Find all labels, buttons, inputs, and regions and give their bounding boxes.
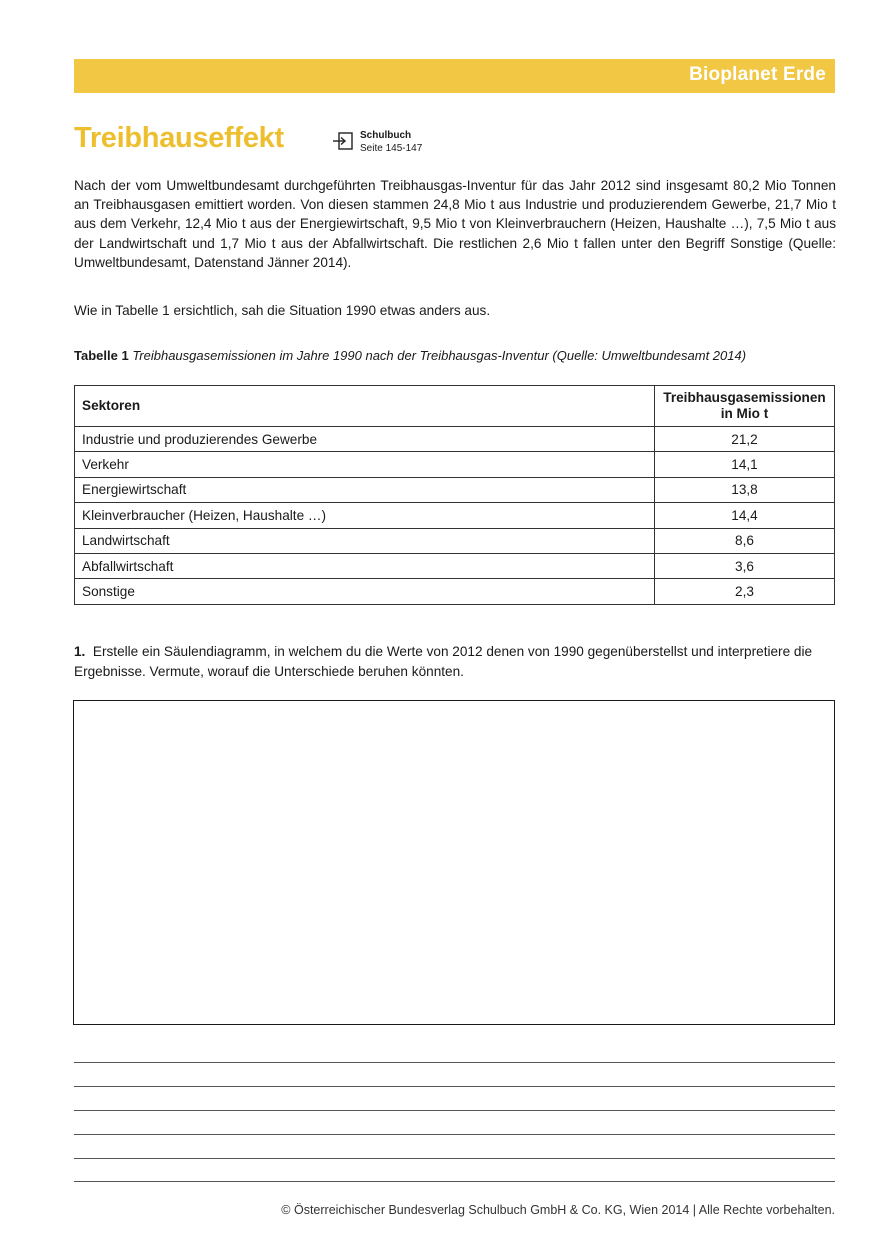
value-cell: 8,6 bbox=[655, 528, 835, 553]
table-row bbox=[75, 553, 835, 578]
task-1 bbox=[74, 642, 836, 682]
value-cell: 14,1 bbox=[655, 452, 835, 477]
table-caption bbox=[74, 348, 746, 363]
diagram-answer-box[interactable] bbox=[73, 700, 835, 1025]
table-caption-label: Tabelle 1 bbox=[74, 348, 129, 363]
table-row bbox=[75, 477, 835, 502]
sector-cell: Abfallwirtschaft bbox=[75, 553, 655, 578]
table-row bbox=[75, 528, 835, 553]
answer-line[interactable] bbox=[74, 1062, 835, 1063]
header-label: Bioplanet Erde bbox=[689, 64, 826, 85]
value-cell: 2,3 bbox=[655, 579, 835, 604]
table-header-row bbox=[75, 386, 835, 427]
task-number: 1. bbox=[74, 644, 86, 659]
sector-cell: Industrie und produzierendes Gewerbe bbox=[75, 427, 655, 452]
task-text: Erstelle ein Säulendiagramm, in welchem du die Werte von 2012 denen von 1990 gegenüberstellst und interpretiere die Ergebnisse. Vermute, worauf die Unterschiede beruhen könnten. bbox=[74, 644, 813, 679]
sector-cell: Landwirtschaft bbox=[75, 528, 655, 553]
book-link-icon bbox=[332, 132, 354, 150]
answer-line[interactable] bbox=[74, 1158, 835, 1159]
page-title: Treibhauseffekt bbox=[74, 122, 284, 154]
value-cell: 21,2 bbox=[655, 427, 835, 452]
sector-cell: Energiewirtschaft bbox=[75, 477, 655, 502]
comparison-paragraph: Wie in Tabelle 1 ersichtlich, sah die Situation 1990 etwas anders aus. bbox=[74, 303, 491, 318]
value-cell: 3,6 bbox=[655, 553, 835, 578]
table-row bbox=[75, 579, 835, 604]
intro-paragraph: Nach der vom Umweltbundesamt durchgeführten Treibhausgas-Inventur für das Jahr 2012 sind insgesamt 80,2 Mio Tonnen an Treibhausgasen emittiert worden. Von diesen stammen 24,8 Mio t aus Industrie und produzierendem Gewerbe, 21,7 Mio t aus dem Verkehr, 12,4 Mio t aus der Energiewirtschaft, 9,5 Mio t von Kleinverbrauchern (Heizen, Haushalte …), 7,5 Mio t aus der Landwirtschaft und 1,7 Mio t aus der Abfallwirtschaft. Die restlichen 2,6 Mio t fallen unter den Begriff Sonstige (Quelle: Umweltbundesamt, Datenstand Jänner 2014). bbox=[74, 178, 836, 270]
header-bar bbox=[74, 59, 835, 93]
schulbuch-label: Schulbuch bbox=[360, 130, 412, 141]
schulbuch-pages: Seite 145-147 bbox=[360, 143, 423, 154]
answer-line[interactable] bbox=[74, 1134, 835, 1135]
header-sectors: Sektoren bbox=[75, 386, 655, 427]
sector-cell: Kleinverbraucher (Heizen, Haushalte …) bbox=[75, 503, 655, 528]
table-row bbox=[75, 503, 835, 528]
table-caption-text: Treibhausgasemissionen im Jahre 1990 nach der Treibhausgas-Inventur (Quelle: Umweltbundesamt 2014) bbox=[132, 348, 747, 363]
answer-line[interactable] bbox=[74, 1181, 835, 1182]
answer-line[interactable] bbox=[74, 1086, 835, 1087]
table-row bbox=[75, 452, 835, 477]
table-row bbox=[75, 427, 835, 452]
answer-line[interactable] bbox=[74, 1110, 835, 1111]
header-emissions-line2: in Mio t bbox=[720, 406, 769, 421]
copyright-footer: © Österreichischer Bundesverlag Schulbuch GmbH & Co. KG, Wien 2014 | Alle Rechte vorbehalten. bbox=[281, 1203, 835, 1217]
header-emissions-line1: Treibhausgasemissionen bbox=[663, 390, 826, 405]
sector-cell: Sonstige bbox=[75, 579, 655, 604]
value-cell: 14,4 bbox=[655, 503, 835, 528]
emissions-table bbox=[74, 385, 835, 605]
value-cell: 13,8 bbox=[655, 477, 835, 502]
header-emissions bbox=[655, 386, 835, 427]
sector-cell: Verkehr bbox=[75, 452, 655, 477]
